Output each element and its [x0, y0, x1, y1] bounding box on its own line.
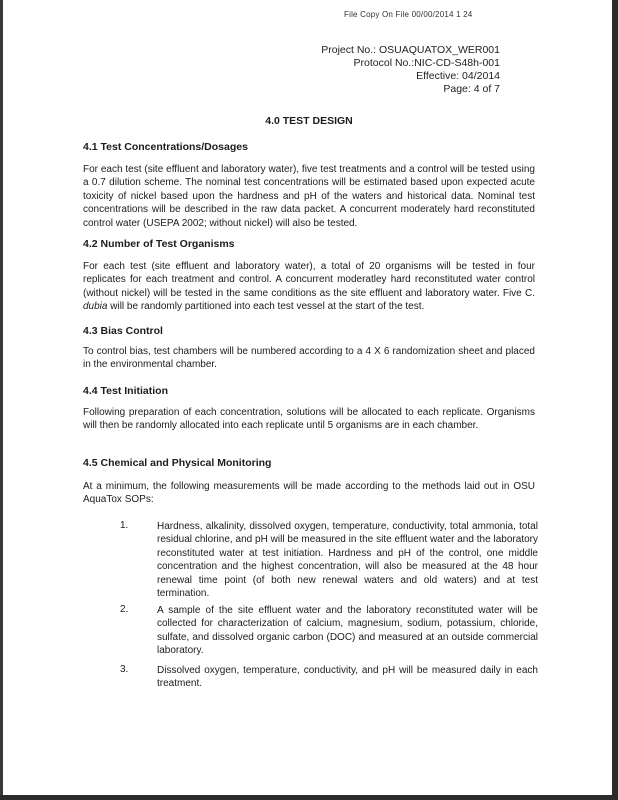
paragraph-4-5: At a minimum, the following measurements will be made according to the methods laid out in OSU AquaTox SOPs: [83, 481, 535, 506]
heading-4-2: 4.2 Number of Test Organisms [83, 238, 235, 250]
paragraph-4-2-text-b: will be randomly partitioned into each test vessel at the start of the test. [107, 301, 425, 313]
paragraph-4-2-text-a: For each test (site effluent and laboratory water), a total of 20 organisms will be tested in four replicates for each treatment and control. A concurrent moderatley hard reconstituted water control (without nickel) will be tested in the same conditions as the site effluent and laboratory water. Five C. [83, 261, 535, 299]
section-title: 4.0 TEST DESIGN [265, 115, 353, 127]
species-name: dubia [83, 301, 108, 313]
effective-date: Effective: 04/2014 [416, 70, 500, 82]
paragraph-4-1: For each test (site effluent and laboratory water), five test treatments and a control will be tested using a 0.7 dilution scheme. The nominal test concentrations will be estimated based upon expected acute toxicity of nickel based upon the hardness and pH of the waters and historical data. Nominal test concentrations will be described in the raw data packet. A concurrent moderately hard reconstituted control water (USEPA 2002; without nickel) will also be tested. [83, 164, 535, 229]
heading-4-3: 4.3 Bias Control [83, 325, 163, 337]
list-item-number: 2. [120, 604, 129, 615]
page-number: Page: 4 of 7 [443, 83, 500, 95]
paragraph-4-4: Following preparation of each concentration, solutions will be allocated to each replicate. Organisms will then be randomly allocated into each replicate until 5 organisms are in each chamber. [83, 407, 535, 432]
project-number: Project No.: OSUAQUATOX_WER001 [321, 44, 500, 56]
heading-4-5: 4.5 Chemical and Physical Monitoring [83, 457, 272, 469]
scan-edge-bottom [0, 795, 618, 800]
list-item-text: Dissolved oxygen, temperature, conductivity, and pH will be measured daily in each treatment. [157, 665, 538, 690]
fax-stamp: File Copy On File 00/00/2014 1 24 [344, 10, 473, 19]
list-item-text: A sample of the site effluent water and the laboratory reconstituted water will be collected for characterization of calcium, magnesium, sodium, potassium, chloride, sulfate, and dissolved organic carbon (DOC) and measured at an outside commercial laboratory. [157, 605, 538, 657]
list-item-number: 3. [120, 664, 129, 675]
heading-4-4: 4.4 Test Initiation [83, 385, 168, 397]
protocol-number: Protocol No.:NIC-CD-S48h-001 [353, 57, 500, 69]
heading-4-1: 4.1 Test Concentrations/Dosages [83, 141, 248, 153]
list-item-number: 1. [120, 520, 129, 531]
paragraph-4-2 [83, 260, 535, 314]
paragraph-4-3: To control bias, test chambers will be numbered according to a 4 X 6 randomization sheet and placed in the environmental chamber. [83, 346, 535, 371]
list-item-text: Hardness, alkalinity, dissolved oxygen, temperature, conductivity, total ammonia, total residual chlorine, and pH will be measured in the site effluent water and the laboratory reconstituted water at test initiation. Hardness and pH of the control, one middle concentration and the highest concentration, will also be measured at the 48 hour renewal time point (of both new renewal waters and old waters) and at test termination. [157, 521, 538, 600]
